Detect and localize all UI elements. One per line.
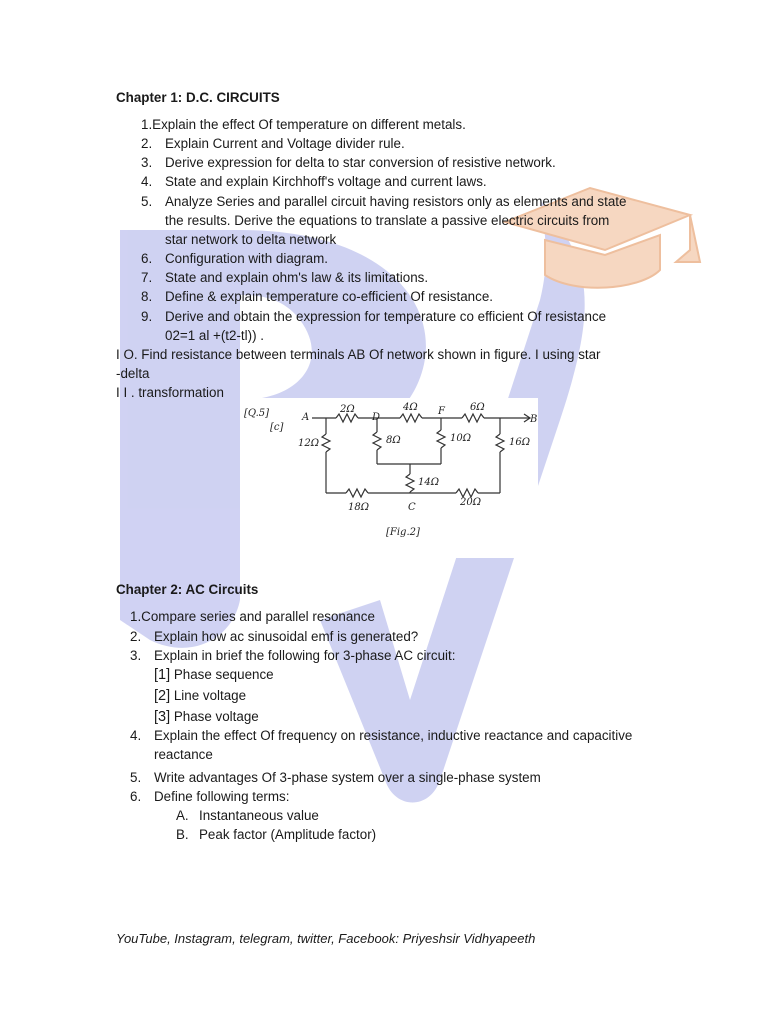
- chapter-2-title: Chapter 2: AC Circuits: [116, 582, 259, 597]
- list-number: 2.: [130, 629, 142, 644]
- term-a-text: Instantaneous value: [199, 808, 319, 823]
- sub-text: Line voltage: [170, 688, 247, 703]
- chapter-1-title: Chapter 1: D.C. CIRCUITS: [116, 90, 280, 105]
- ch1-item-9-line-2: 02=1 al +(t2-tl)) .: [165, 328, 264, 343]
- node-a-label: A: [302, 412, 310, 423]
- list-number: 3.: [141, 155, 153, 170]
- list-number: 3.: [130, 648, 142, 663]
- resistor-f-label: 10Ω: [450, 433, 472, 444]
- resistor-d-label: 8Ω: [386, 435, 401, 446]
- list-number: 5.: [141, 194, 153, 209]
- list-text: .Explain the effect Of temperature on different metals.: [148, 117, 466, 132]
- list-number: B.: [176, 827, 189, 842]
- ch1-item-9-line-1: Derive and obtain the expression for temperature co efficient Of resistance: [165, 309, 607, 324]
- question-label: [Q.5]: [244, 408, 270, 419]
- part-label: [c]: [270, 422, 284, 433]
- list-text: .Compare series and parallel resonance: [137, 609, 375, 624]
- list-number: 9.: [141, 309, 153, 324]
- resistor-right-label: 16Ω: [509, 437, 531, 448]
- ch1-item-3-text: Derive expression for delta to star conversion of resistive network.: [165, 155, 556, 170]
- ch2-item-2-text: Explain how ac sinusoidal emf is generated?: [154, 629, 419, 644]
- resistor-fb-label: 6Ω: [470, 402, 485, 413]
- ch1-item-5-line-2: the results. Derive the equations to translate a passive electric circuits from: [165, 213, 610, 228]
- sub-number: [1]: [154, 667, 171, 683]
- node-b-label: B: [530, 414, 538, 425]
- ch1-item-10-line-2: -delta: [116, 366, 150, 381]
- resistor-left-label: 12Ω: [298, 438, 320, 449]
- ch1-item-6-text: Configuration with diagram.: [165, 251, 329, 266]
- sub-number: [3]: [154, 709, 171, 725]
- sub-text: Phase voltage: [170, 709, 259, 724]
- ch1-item-8-text: Define & explain temperature co-efficient Of resistance.: [165, 289, 493, 304]
- ch1-item-4-text: State and explain Kirchhoff's voltage and current laws.: [165, 174, 487, 189]
- resistor-mid-label: 14Ω: [418, 477, 440, 488]
- node-d-label: D: [372, 412, 381, 423]
- ch2-subitem-1: [154, 667, 274, 683]
- ch2-item-4-line-1: Explain the effect Of frequency on resistance, inductive reactance and capacitive: [154, 728, 633, 743]
- ch2-item-5-text: Write advantages Of 3-phase system over a single-phase system: [154, 770, 541, 785]
- node-f-label: F: [438, 406, 445, 417]
- ch2-subitem-2: [154, 688, 246, 704]
- ch2-item-3-text: Explain in brief the following for 3-phase AC circuit:: [154, 648, 456, 663]
- sub-text: Phase sequence: [170, 667, 274, 682]
- ch1-item-5-line-3: star network to delta network: [165, 232, 337, 247]
- list-number: 7.: [141, 270, 153, 285]
- term-b-text: Peak factor (Amplitude factor): [199, 827, 377, 842]
- circuit-diagram: [240, 398, 538, 558]
- ch1-item-1: [141, 117, 466, 133]
- resistor-df-label: 4Ω: [403, 402, 418, 413]
- ch1-item-2-text: Explain Current and Voltage divider rule.: [165, 136, 405, 151]
- list-number: 5.: [130, 770, 142, 785]
- list-number: 2.: [141, 136, 153, 151]
- ch2-subitem-3: [154, 709, 259, 725]
- list-number: 1: [141, 117, 149, 132]
- resistor-br-label: 20Ω: [460, 497, 482, 508]
- node-c-label: C: [408, 502, 416, 513]
- figure-caption: [Fig.2]: [386, 527, 420, 538]
- ch2-item-1: [130, 609, 375, 625]
- footer-social-links: YouTube, Instagram, telegram, twitter, Facebook: Priyeshsir Vidhyapeeth: [116, 931, 536, 946]
- sub-number: [2]: [154, 688, 171, 704]
- list-number: 6.: [130, 789, 142, 804]
- list-number: 1: [130, 609, 138, 624]
- ch1-item-7-text: State and explain ohm's law & its limitations.: [165, 270, 429, 285]
- resistor-bl-label: 18Ω: [348, 502, 370, 513]
- list-number: A.: [176, 808, 189, 823]
- ch1-item-11: I I . transformation: [116, 385, 224, 400]
- list-number: 4.: [130, 728, 142, 743]
- ch1-item-10-line-1: I O. Find resistance between terminals AB Of network shown in figure. I using star: [116, 347, 601, 362]
- ch2-item-6-text: Define following terms:: [154, 789, 290, 804]
- ch2-item-4-line-2: reactance: [154, 747, 213, 762]
- ch1-item-5-line-1: Analyze Series and parallel circuit having resistors only as elements and state: [165, 194, 627, 209]
- resistor-ad-label: 2Ω: [340, 404, 355, 415]
- list-number: 4.: [141, 174, 153, 189]
- list-number: 6.: [141, 251, 153, 266]
- list-number: 8.: [141, 289, 153, 304]
- ch1-item-2: [141, 136, 152, 152]
